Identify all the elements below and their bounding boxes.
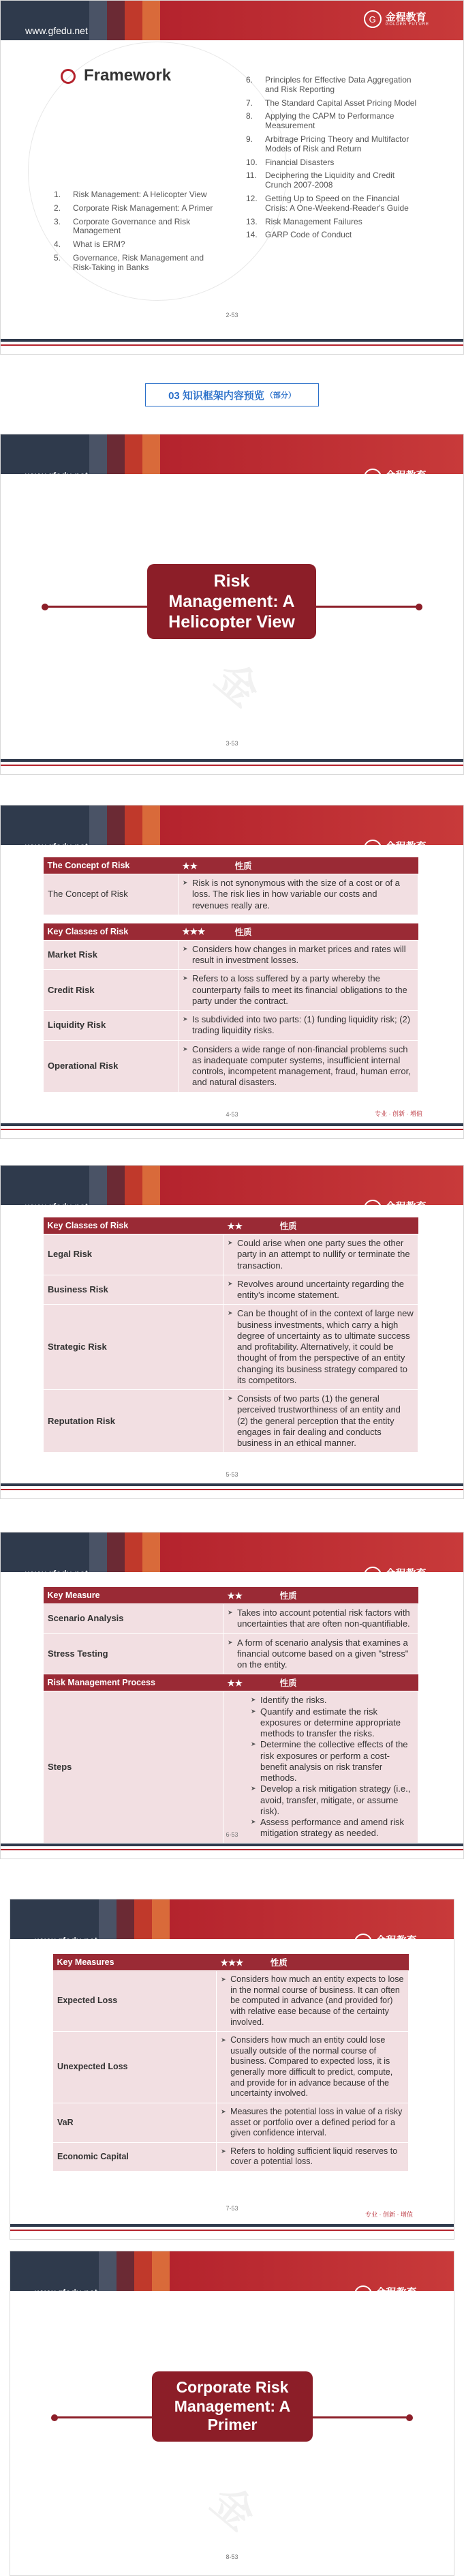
table-row <box>53 2142 409 2171</box>
bullet-text: ➤ Could arise when one party sues the other party in an attempt to nullify or terminate the transaction. <box>228 1238 414 1271</box>
stars: ★★ <box>223 1217 276 1234</box>
table-row <box>44 1040 418 1092</box>
logo-name: 金程教育 <box>385 1200 427 1213</box>
table-cell-key: Reputation Risk <box>44 1390 223 1453</box>
table-cell-key: The Concept of Risk <box>44 874 179 915</box>
table-row <box>44 940 418 970</box>
footer-bar <box>1 1123 463 1126</box>
framework-item-number: 10. <box>246 157 258 167</box>
bullet-text: ➤ Revolves around uncertainty regarding the entity's income statement. <box>228 1279 414 1301</box>
framework-item-number: 3. <box>54 216 61 226</box>
site-url: www.gfedu.net <box>35 1935 97 1946</box>
table-cell-key: Economic Capital <box>53 2142 217 2171</box>
footer-tag: 专业 · 创新 · 增值 <box>365 2211 413 2218</box>
logo-name: 金程教育 <box>385 11 427 23</box>
step-item: ➤ Assess performance and amend risk mitigation strategy as needed. <box>251 1817 414 1839</box>
table-cell-value <box>223 1390 418 1453</box>
bullet-text: ➤ A form of scenario analysis that examines a financial outcome based on a given "stress" on the entity. <box>228 1638 414 1671</box>
rule-dot <box>416 604 422 610</box>
table-row <box>44 1633 418 1674</box>
process-table <box>43 1674 418 1843</box>
site-url: www.gfedu.net <box>35 2287 97 2298</box>
bullet-text: ➤ Is subdivided into two parts: (1) funding liquidity risk; (2) trading liquidity risks. <box>183 1014 414 1037</box>
framework-item <box>246 218 420 227</box>
table-cell-value <box>217 1971 409 2032</box>
framework-item <box>246 76 420 95</box>
slide-key-measure <box>0 1532 464 1859</box>
framework-item-text: Arbitrage Pricing Theory and Multifactor Models of Risk and Return <box>265 134 409 153</box>
table-cell-value <box>223 1305 418 1390</box>
footer-bar-accent <box>1 765 463 766</box>
framework-item-text: GARP Code of Conduct <box>265 230 352 240</box>
stars: ★★ <box>179 857 231 874</box>
table-header: Risk Management Process <box>44 1674 223 1691</box>
stars: ★★★ <box>179 923 231 941</box>
framework-item-text: Getting Up to Speed on the Financial Crisis: A One-Weekend-Reader's Guide <box>265 193 409 213</box>
table-wrap <box>52 1954 409 2172</box>
framework-item-text: Principles for Effective Data Aggregation and Risk Reporting <box>265 75 412 94</box>
slide-concept-of-risk <box>0 805 464 1139</box>
bullet-text: ➤ Considers how much an entity could lose usually outside of the normal course of business. Compared to expected loss, it is generally more difficult to predict, compute, and provide for in advance because of the uncertainty involved. <box>221 2035 404 2099</box>
framework-item <box>54 204 217 213</box>
bullet-text: ➤ Measures the potential loss in value of a risky asset or portfolio over a defined period for a given confidence interval. <box>221 2107 404 2139</box>
bullet-text: ➤ Risk is not synonymous with the size of a cost or of a loss. The risk lies in how variable our costs and revenues really are. <box>183 878 414 911</box>
logo <box>364 1200 429 1217</box>
section-banner <box>145 383 319 406</box>
footer-bar <box>1 1483 463 1486</box>
watermark: 金 <box>206 653 268 715</box>
framework-item-number: 5. <box>54 252 61 263</box>
table-cell-key: Operational Risk <box>44 1040 179 1092</box>
measures-table <box>52 1954 409 2172</box>
site-url: www.gfedu.net <box>25 1201 88 1212</box>
table-cell-key: Market Risk <box>44 940 179 970</box>
concept-table-wrap <box>43 857 418 1093</box>
steps-list <box>251 1695 414 1839</box>
table-cell-key: Unexpected Loss <box>53 2032 217 2103</box>
table-row <box>44 1011 418 1041</box>
framework-item-text: The Standard Capital Asset Pricing Model <box>265 98 417 108</box>
logo <box>364 1567 429 1584</box>
prop-header: 性质 <box>231 857 418 874</box>
logo <box>364 840 429 857</box>
table-cell-value <box>217 2103 409 2142</box>
framework-item <box>54 218 217 237</box>
bullet-text: ➤ Consists of two parts (1) the general perceived trustworthiness of an entity and (2) the general perception that the entity engages in fair dealing and conducts business in an ethical manner. <box>228 1393 414 1449</box>
page-number: 4-53 <box>226 1111 238 1118</box>
step-item: ➤ Determine the collective effects of the risk exposures or perform a cost-benefit analysis on risk transfer methods. <box>251 1739 414 1783</box>
framework-title: Framework <box>84 66 172 85</box>
framework-item-number: 2. <box>54 203 61 213</box>
rule-dot <box>406 2414 413 2421</box>
table-cell-key: VaR <box>53 2103 217 2142</box>
table-row <box>53 2103 409 2142</box>
table-cell-value <box>179 1040 418 1092</box>
rule-dot <box>42 604 48 610</box>
logo-sub: GOLDEN FUTURE <box>375 1945 420 1950</box>
framework-item <box>54 240 217 250</box>
table-cell-key: Stress Testing <box>44 1633 223 1674</box>
site-url: www.gfedu.net <box>25 25 88 36</box>
logo <box>354 2285 420 2303</box>
logo-icon: G <box>364 10 382 28</box>
prop-header: 性质 <box>266 1954 409 1971</box>
prop-header: 性质 <box>276 1587 418 1604</box>
logo-icon: G <box>364 1200 382 1217</box>
table-row <box>53 2032 409 2103</box>
page-number: 6-53 <box>226 1831 238 1838</box>
table-row <box>44 1275 418 1305</box>
concept-table <box>43 857 418 915</box>
table-cell-value <box>223 1691 418 1843</box>
logo-name: 金程教育 <box>385 469 427 482</box>
slide-key-classes-2 <box>0 1165 464 1499</box>
table-row <box>53 1971 409 2032</box>
slide-framework <box>0 0 464 355</box>
logo-icon: G <box>354 1934 372 1951</box>
prop-header: 性质 <box>276 1217 418 1234</box>
framework-item-number: 6. <box>246 75 253 85</box>
framework-item-number: 13. <box>246 216 258 226</box>
watermark: 金 <box>202 2477 264 2539</box>
step-item: ➤ Identify the risks. <box>251 1695 414 1706</box>
framework-item <box>246 194 420 213</box>
table-header: Key Classes of Risk <box>44 1217 223 1234</box>
logo-icon: G <box>364 840 382 857</box>
table-row <box>44 1604 418 1634</box>
framework-item-text: Corporate Governance and Risk Management <box>73 216 191 236</box>
table-cell-key: Scenario Analysis <box>44 1604 223 1634</box>
framework-item-number: 12. <box>246 193 258 203</box>
table-cell-value <box>217 2142 409 2171</box>
bullet-circle-icon <box>61 69 76 84</box>
table-header: Key Measure <box>44 1587 223 1604</box>
framework-item <box>246 112 420 131</box>
framework-item-text: Applying the CAPM to Performance Measurement <box>265 111 395 131</box>
prop-header: 性质 <box>231 923 418 941</box>
banner-paren: （部分） <box>265 391 296 400</box>
framework-item <box>246 171 420 190</box>
section-title: Corporate Risk Management: A Primer <box>152 2371 313 2442</box>
footer-bar <box>1 1844 463 1846</box>
site-url: www.gfedu.net <box>25 470 88 481</box>
measure-table <box>43 1587 418 1674</box>
logo-sub: GOLDEN FUTURE <box>385 480 429 485</box>
site-url: www.gfedu.net <box>25 1568 88 1579</box>
table-cell-value <box>179 1011 418 1041</box>
framework-item-number: 7. <box>246 98 253 108</box>
slide-crm-title <box>10 2251 454 2576</box>
bullet-text: ➤ Takes into account potential risk factors with uncertainties that are often non-quantifiable. <box>228 1608 414 1630</box>
framework-item-text: Risk Management Failures <box>265 216 362 226</box>
prop-header: 性质 <box>276 1674 418 1691</box>
footer-tag: 专业 · 创新 · 增值 <box>375 1110 422 1117</box>
logo <box>354 1934 420 1951</box>
footer-bar-accent <box>1 344 463 346</box>
table-cell-key: Expected Loss <box>53 1971 217 2032</box>
table-cell-value <box>179 970 418 1011</box>
footer-bar-accent <box>1 1849 463 1850</box>
framework-item <box>54 190 217 200</box>
framework-item-number: 1. <box>54 190 61 199</box>
framework-item <box>246 158 420 168</box>
page-number: 5-53 <box>226 1471 238 1478</box>
logo-sub: GOLDEN FUTURE <box>385 22 429 27</box>
section-title: Risk Management: A Helicopter View <box>147 564 316 639</box>
framework-item-text: Risk Management: A Helicopter View <box>73 190 207 199</box>
classes-table <box>43 1217 418 1453</box>
logo-name: 金程教育 <box>375 1934 417 1946</box>
table-row <box>44 970 418 1011</box>
footer-bar-accent <box>1 1129 463 1130</box>
logo-sub: GOLDEN FUTURE <box>385 1578 429 1583</box>
framework-list-left <box>54 190 217 277</box>
table-wrap <box>43 1217 418 1453</box>
framework-item-text: Deciphering the Liquidity and Credit Crunch 2007-2008 <box>265 171 395 190</box>
framework-item-text: Corporate Risk Management: A Primer <box>73 203 213 213</box>
table-cell-value <box>223 1275 418 1305</box>
footer-bar-accent <box>1 1489 463 1490</box>
logo-sub: GOLDEN FUTURE <box>385 1211 429 1216</box>
table-cell-key: Strategic Risk <box>44 1305 223 1390</box>
logo-icon: G <box>364 1567 382 1584</box>
footer-bar <box>10 2224 454 2227</box>
bullet-text: ➤ Refers to holding sufficient liquid reserves to cover a potential loss. <box>221 2146 404 2167</box>
framework-item <box>246 231 420 240</box>
table-cell-value <box>179 940 418 970</box>
table-header: Key Measures <box>53 1954 217 1971</box>
table-cell-key: Liquidity Risk <box>44 1011 179 1041</box>
framework-item-number: 8. <box>246 111 253 121</box>
framework-item <box>246 135 420 154</box>
table-cell-value <box>223 1604 418 1634</box>
bullet-text: ➤ Can be thought of in the context of large new business investments, which carry a high degree of uncertainty as to ultimate success and profitability. Alternatively, it could be thought of from the perspective of an entity changing its business strategy compared to its competitors. <box>228 1308 414 1386</box>
logo-name: 金程教育 <box>385 1567 427 1580</box>
bullet-text: ➤ Considers how changes in market prices and rates will result in investment losses. <box>183 944 414 966</box>
footer-bar <box>1 759 463 762</box>
table-wrap <box>43 1587 418 1844</box>
page-number: 7-53 <box>226 2205 238 2212</box>
framework-item-number: 9. <box>246 134 253 144</box>
table-row <box>44 1234 418 1275</box>
slide-key-measures <box>10 1899 454 2240</box>
table-cell-key: Credit Risk <box>44 970 179 1011</box>
logo-name: 金程教育 <box>385 840 427 853</box>
framework-list-right <box>246 76 420 244</box>
logo-icon: G <box>364 469 382 486</box>
bullet-text: ➤ Considers a wide range of non-financial problems such as inadequate computer systems, insufficient internal controls, incompetent management, fraud, human error, and natural disasters. <box>183 1044 414 1089</box>
table-cell-key: Steps <box>44 1691 223 1843</box>
framework-item <box>246 99 420 108</box>
table-cell-value <box>223 1633 418 1674</box>
table-header: The Concept of Risk <box>44 857 179 874</box>
classes-table <box>43 923 418 1093</box>
logo-sub: GOLDEN FUTURE <box>375 2297 420 2302</box>
logo <box>364 469 429 486</box>
logo-sub: GOLDEN FUTURE <box>385 851 429 856</box>
stars: ★★ <box>223 1587 276 1604</box>
table-cell-value <box>217 2032 409 2103</box>
banner-text: 03 知识框架内容预览 <box>168 389 264 402</box>
stars: ★★★ <box>217 1954 266 1971</box>
page-number: 8-53 <box>226 2553 238 2560</box>
footer-bar <box>1 339 463 342</box>
framework-item-text: What is ERM? <box>73 239 125 250</box>
framework-item-number: 4. <box>54 239 61 250</box>
framework-item <box>54 254 217 273</box>
page-number: 2-53 <box>226 312 238 319</box>
table-header: Key Classes of Risk <box>44 923 179 941</box>
table-cell-value <box>223 1234 418 1275</box>
slide-helicopter-title <box>0 434 464 775</box>
step-item: ➤ Quantify and estimate the risk exposures or determine appropriate methods to transfer the risks. <box>251 1706 414 1740</box>
site-url: www.gfedu.net <box>25 841 88 852</box>
table-cell-key: Legal Risk <box>44 1234 223 1275</box>
page-number: 3-53 <box>226 740 238 747</box>
rule-dot <box>51 2414 58 2421</box>
framework-item-number: 14. <box>246 230 258 240</box>
footer-bar-accent <box>10 2230 454 2231</box>
table-row <box>44 1390 418 1453</box>
logo-name: 金程教育 <box>375 2286 417 2298</box>
stars: ★★ <box>223 1674 276 1691</box>
bullet-text: ➤ Considers how much an entity expects to lose in the normal course of business. It can often be computed in advance (and provided for) with relative ease because of the certainty involved. <box>221 1974 404 2028</box>
framework-item-text: Financial Disasters <box>265 157 335 167</box>
table-row <box>44 1305 418 1390</box>
framework-item-number: 11. <box>246 171 257 181</box>
step-item: ➤ Develop a risk mitigation strategy (i.e., avoid, transfer, mitigate, or assume risk). <box>251 1783 414 1817</box>
bullet-text: ➤ Refers to a loss suffered by a party whereby the counterparty fails to meet its financial obligations to the party under the contract. <box>183 973 414 1007</box>
table-cell-value <box>179 874 418 915</box>
table-cell-key: Business Risk <box>44 1275 223 1305</box>
logo <box>364 10 429 28</box>
logo-icon: G <box>354 2285 372 2303</box>
framework-item-text: Governance, Risk Management and Risk-Taking in Banks <box>73 252 204 272</box>
